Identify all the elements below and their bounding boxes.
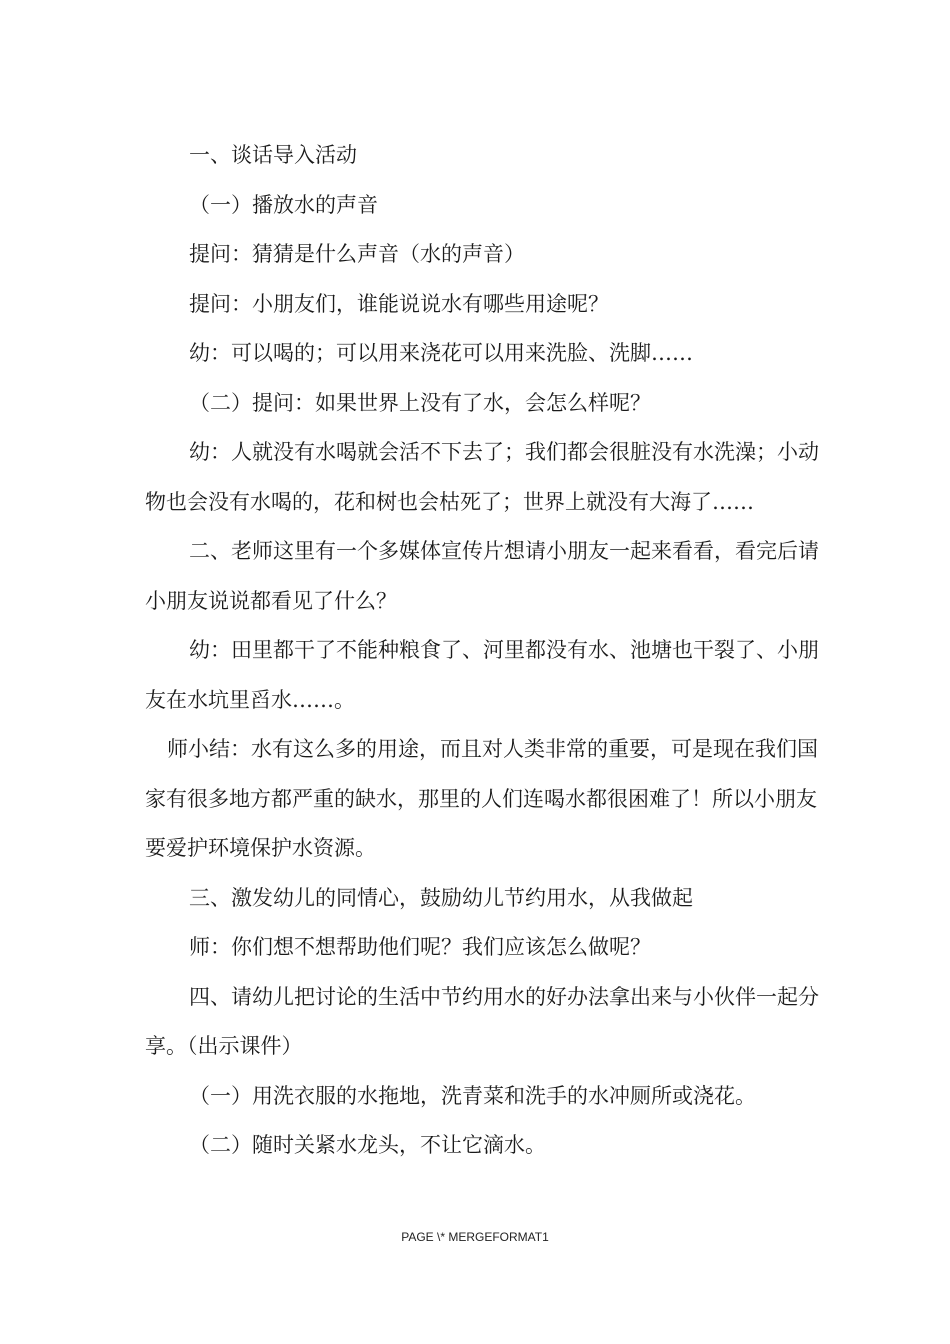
- document-body: [145, 131, 825, 1171]
- answer-video: 幼：田里都干了不能种粮食了、河里都没有水、池塘也干裂了、小朋友在水坑里舀水……。: [145, 638, 819, 712]
- question-no-water: （二）提问：如果世界上没有了水，会怎么样呢？: [189, 390, 651, 415]
- heading-section-3: 三、激发幼儿的同情心，鼓励幼儿节约用水，从我做起: [189, 885, 693, 910]
- tip-2: （二）随时关紧水龙头，不让它滴水。: [189, 1133, 546, 1157]
- heading-section-1: 一、谈话导入活动: [189, 143, 357, 167]
- answer-water-uses: 幼：可以喝的；可以用来浇花可以用来洗脸、洗脚……: [189, 341, 693, 365]
- teacher-summary: 师小结：水有这么多的用途，而且对人类非常的重要，可是现在我们国家有很多地方都严重的缺水，那里的人们连喝水都很困难了！所以小朋友要爱护环境保护水资源。: [145, 737, 818, 860]
- question-guess-sound: 提问：猜猜是什么声音（水的声音）: [189, 242, 525, 266]
- teacher-question: 师：你们想不想帮助他们呢？我们应该怎么做呢？: [189, 935, 651, 959]
- question-water-uses: 提问：小朋友们，谁能说说水有哪些用途呢？: [189, 291, 609, 316]
- heading-section-2: 二、老师这里有一个多媒体宣传片想请小朋友一起来看看，看完后请小朋友说说都看见了什么？: [145, 539, 819, 613]
- page-footer: PAGE \* MERGEFORMAT1: [401, 1230, 549, 1244]
- subheading-play-sound: （一）播放水的声音: [189, 192, 378, 217]
- tip-1: （一）用洗衣服的水拖地，洗青菜和洗手的水冲厕所或浇花。: [189, 1083, 756, 1108]
- answer-no-water: 幼：人就没有水喝就会活不下去了；我们都会很脏没有水洗澡；小动物也会没有水喝的，花和树也会枯死了；世界上就没有大海了……: [145, 440, 819, 514]
- heading-section-4: 四、请幼儿把讨论的生活中节约用水的好办法拿出来与小伙伴一起分享。（出示课件）: [145, 984, 819, 1058]
